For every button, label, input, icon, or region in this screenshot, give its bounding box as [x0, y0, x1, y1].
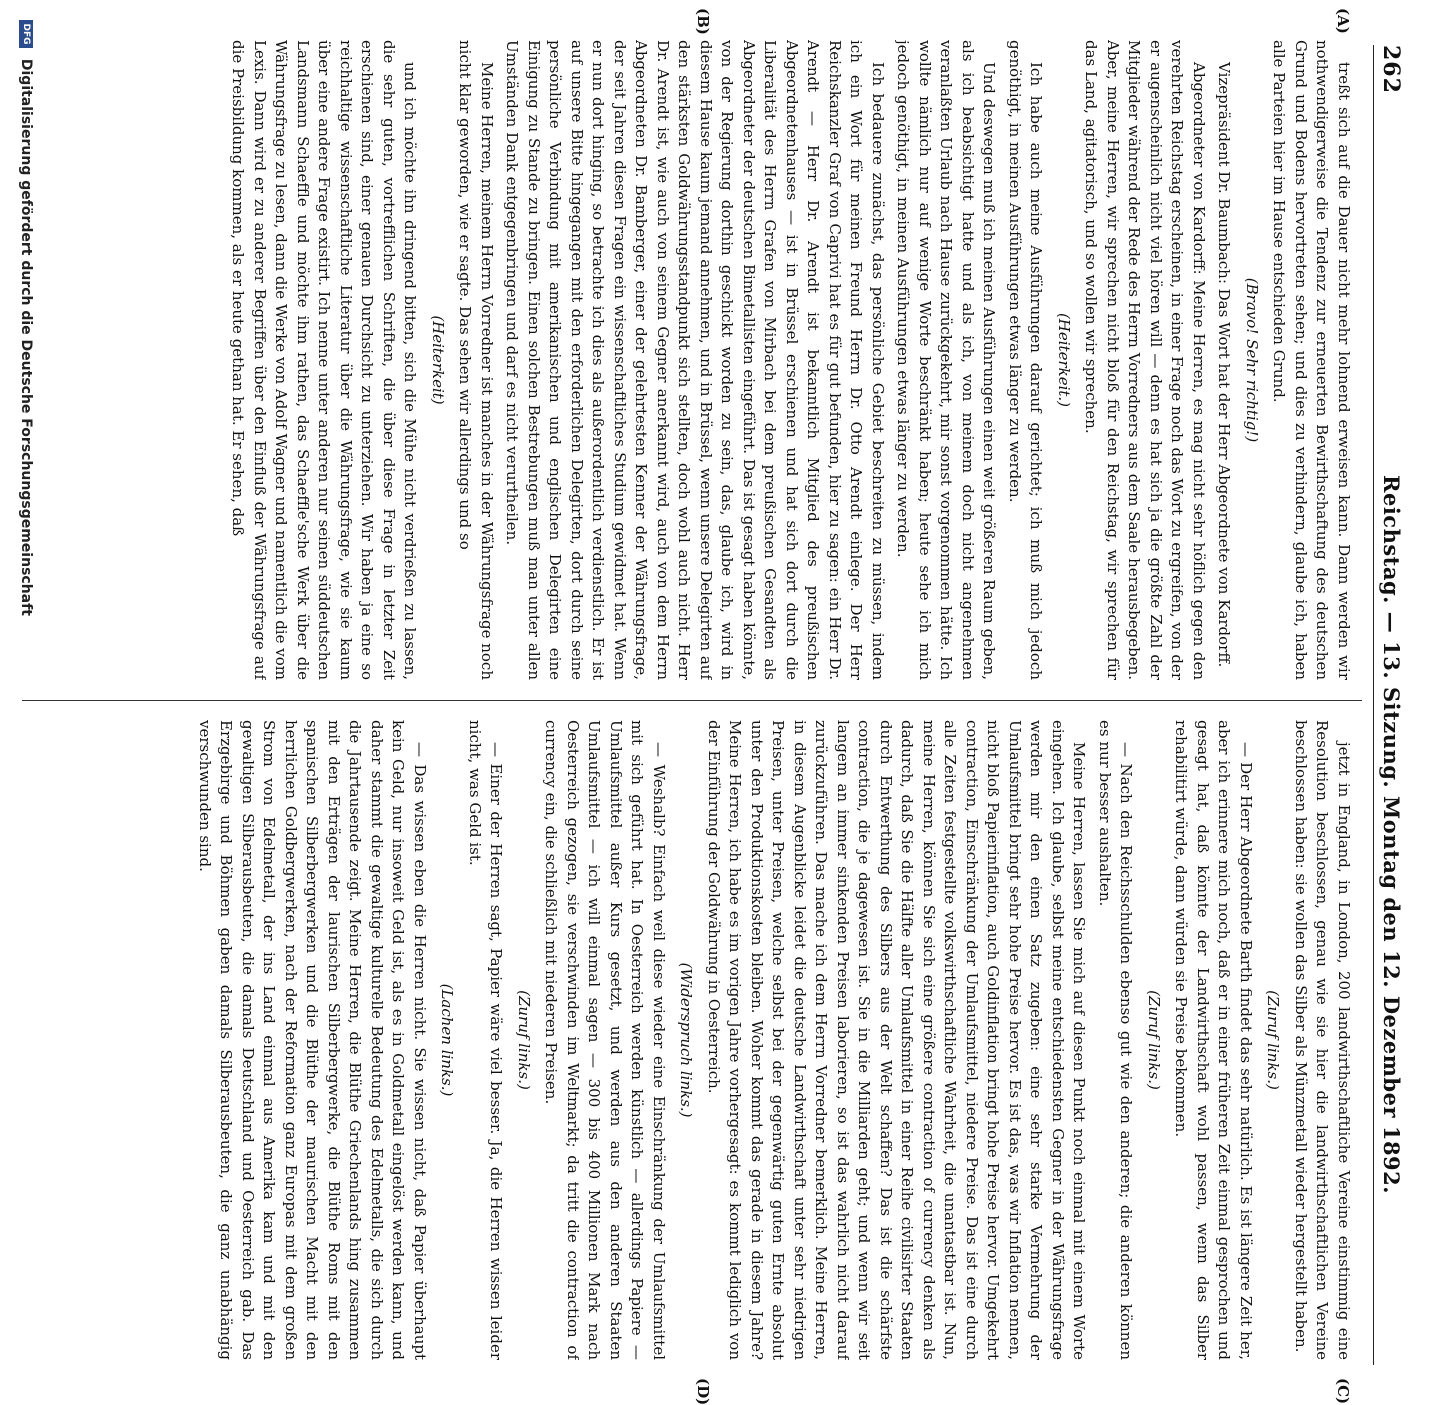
right-text-column [24, 720, 1354, 1360]
digitization-credit [18, 20, 34, 980]
left-text-column [24, 40, 1354, 680]
stage-direction: (Zuruf links.) [1264, 990, 1283, 1090]
body-paragraph: jetzt in England, in London, 200 landwirthschaftliche Vereine einstimmig eine Resolution beschlossen, genau wie sie hier die landwirthschaftlichen Vereine beschlossen haben: sie wollen das Silber als Münzmetall wieder hergestellt haben. [1292, 720, 1353, 1360]
body-paragraph: treßt sich auf die Dauer nicht mehr lohnend erweisen kann. Dann werden wir nothwendigerweise die Tendenz zur erneuerten Bewirthschaftung des deutschen Grund und Bodens hervortreten sehen; und dies zu verhindern, glaube ich, haben alle Parteien hier im Hause entschieden Grund. [1270, 40, 1353, 680]
stage-direction: (Zuruf links.) [515, 990, 533, 1090]
body-paragraph: Meine Herren, meinem Herrn Vorredner ist manches in der Währungsfrage noch nicht klar geworden, wie er sagte. Das sehen wir allerdings und so [456, 40, 496, 680]
speaker-paragraph: Abgeordneter von Kardorff: Meine Herren, es mag nicht sehr höflich gegen den verehrten Reichstag erscheinen, in einer Frage noch das Wort zu ergreifen, von der er augenscheinlich nicht viel hören will — denn es hat sich ja die größte Zahl der Mitglieder während der Rede des Herrn Vorredners aus dem Saale herausbegeben. Aber, meine Herren, wir sprechen nicht bloß für den Reichstag, wir sprechen für das Land, agitatorisch, und so wollen wir sprechen. [1082, 40, 1208, 680]
margin-marker-a: (A) [1334, 8, 1352, 34]
column-divider [22, 700, 1362, 701]
speaker-paragraph: Vizepräsident Dr. Baumbach: Das Wort hat der Herr Abgeordnete von Kardorff. [1215, 62, 1234, 668]
body-paragraph: — Das wissen eben die Herren nicht. Sie wissen nicht, daß Papier überhaupt kein Geld, nur insoweit Geld ist, als es in Goldmetall eingelöst werden kann, und daher stammt die gewaltige kulturelle Bedeutung des Edelmetalls, die sich durch die Jahrtausende zeigt. Meine Herren, die Blüthe Griechenlands hing zusammen mit den Erträgen der laurischen Silberbergwerke, die Blüthe Roms mit den spanischen Silberbergwerken und die Blüthe der maurischen Macht mit den herrlichen Goldbergwerken, nach der Reformation ganz Europas mit dem großen Strom von Edelmetall, der ins Land einmal aus Amerika kam und mit den gewaltigen Silberausbeuten, die damals Deutschland und Oesterreich gab. Das Erzgebirge und Böhmen gaben damals Silberausbeuten, die ganz unabhängig verschwunden sind. [196, 720, 429, 1360]
body-paragraph: und ich möchte ihn dringend bitten, sich die Mühe nicht verdrießen zu lassen, die sehr guten, vortrefflichen Schriften, die über diese Frage in letzter Zeit erschienen sind, einer genauen Durchsicht zu unterziehen. Wir haben ja eine so reichhaltige wissenschaftliche Literatur über die Währungsfrage, wie sie kaum über eine andere Frage existirt. Ich nenne unter anderen nur seinen süddeutschen Landsmann Schaeffle und möchte ihm rathen, das Schaeffle'sche Werk über die Währungsfrage zu lesen, dann die Werke von Adolf Wagner und namentlich die vom Lexis. Dann wird er zu anderer Begriffen über den Einfluß der Währungsfrage auf die Preisbildung kommen, als er heute gethan hat. Er sehen, daß [229, 40, 420, 680]
stage-direction: (Widerspruch links.) [677, 962, 696, 1118]
body-paragraph: Ich habe auch meine Ausführungen darauf gerichtet; ich muß mich jedoch genöthigt, in meinen Ausführungen etwas länger zu werden. [1006, 40, 1046, 680]
dfg-logo: DFG [19, 20, 33, 48]
body-paragraph: — Weshalb? Einfach weil diese wieder eine Einschränkung der Umlaufsmittel mit sich geführt hat. In Oesterreich werden künstlich — allerdings Papiere — Umlaufsmittel außer Kurs gesetzt, und werden aus den anderen Staaten Umlaufsmittel — ich will einmal sagen — 300 bis 400 Millionen Mark nach Oesterreich gezogen, sie verschwinden im Weltmarkt; da tritt die contraction of currency ein, die schließlich mit niederen Preisen. [542, 720, 668, 1360]
digitization-credit-text: Digitalisierung gefördert durch die Deutsche Forschungsgemeinschaft [18, 58, 34, 616]
stage-direction: (Heiterkeit) [429, 315, 447, 405]
body-paragraph: Meine Herren, lassen Sie mich auf diesen Punkt noch einmal mit einem Worte eingehen. Ich glaube, selbst meine entschiedensten Gegner in der Währungsfrage werden mir den einen Satz zugeben: eine sehr starke Vermehrung der Umlaufsmittel bringt sehr hohe Preise hervor. Es ist das, was wir Inflation nennen, nicht bloß Papierinflation, auch Goldinflation bringt hohe Preise hervor. Umgekehrt contraction, Einschränkung der Umlaufsmittel, niedere Preise. Das ist eine durch alle Zeiten festgestellte volkswirthschaftliche Wahrheit, die unantastbar ist. Nun, meine Herren, können Sie sich eine größere contraction of currency denken als dadurch, daß Sie die Hälfte aller Umlaufsmittel in einer Reihe civilisirter Staaten durch Entwerthung des Silbers aus der Welt schaffen? Das ist die schärfste contraction, die je dagewesen ist. Sie in die Milliarden geht; und wenn wir seit langem an immer sinkenden Preisen laborieren, so ist das wahrlich nicht darauf zurückzuführen. Das mache ich dem Herrn Vorredner bemerklich. Meine Herren, in diesem Augenblicke leidet die deutsche Landwirthschaft unter sehr niedrigen Preisen, unter Preisen, welche selbst bei der gegenwärtig guten Ernte absolut unter den Produktionskosten bleiben. Woher kommt das gerade in diesem Jahre? Meine Herren, ich habe es im vorigen Jahre vorhergesagt: es kommt lediglich von der Einführung der Goldwährung in Oesterreich. [705, 720, 1089, 1360]
stage-direction: (Lachen links.) [438, 983, 457, 1097]
margin-marker-b: (B) [694, 8, 712, 35]
page-number: 262 [1378, 45, 1404, 94]
margin-marker-d: (D) [694, 1378, 712, 1405]
header-rule [1373, 45, 1374, 1365]
body-paragraph: Ich bedauere zunächst, das persönliche Gebiet beschreiten zu müssen, indem ich ein Wort für meinen Freund Herrn Dr. Otto Arendt einlege. Der Herr Reichskanzler Graf von Caprivi hat es für gut befunden, hier zu sagen: ein Herr Dr. Arendt — Herr Dr. Arendt ist bekanntlich Mitglied des preußischen Abgeordnetenhauses — ist in Brüssel erschienen und hat sich dort durch die Liberalität des Herrn Grafen von Mirbach bei dem preußischen Gesandten als Abgeordneter der deutschen Bimetallisten eingeführt. Das ist gesagt haben könnte, von der Regierung dorthin geschickt worden zu sein, das, glaube ich, wird in diesem Hause kaum jemand annehmen, und in Brüssel, wenn unsere Delegirten auf den stärksten Goldwährungsstandpunkt sich stellten, doch wohl auch nicht. Herr Dr. Arendt ist, wie auch von seinem Gegner anerkannt wird, auch von dem Herrn Abgeordneten Dr. Bamberger, einer der gelehrtesten Kenner der Währungsfrage, der seit Jahren diesen Fragen ein wissenschaftliches Studium gewidmet hat. Wenn er nun dort hinging, so betrachte ich dies als außerordentlich verdienstlich. Er ist auf unsere Bitte hingegangen mit den erforderlichen Delegirten, dort durch seine persönliche Verbindung mit amerikanischen und englischen Delegirten eine Einigung zu Stande zu bringen. Einen solchen Bestrebungen muß man unter allen Umständen Dank entgegenbringen und darf es nicht verurtheilen. [503, 40, 887, 680]
body-paragraph: — Nach den Reichsschulden ebenso gut wie den anderen; die anderen können es nur besser aushalten. [1096, 720, 1136, 1360]
stage-direction: (Heiterkeit.) [1055, 312, 1073, 408]
page-title: Reichstag. — 13. Sitzung. Montag den 12. Dezember 1892. [1379, 475, 1404, 1195]
stage-direction: (Bravo! Sehr richtig!) [1243, 277, 1261, 443]
stage-direction: (Zuruf links.) [1145, 990, 1163, 1090]
body-paragraph: — Einer der Herren sagt, Papier wäre viel besser. Ja, die Herren wissen leider nicht, was Geld ist. [466, 720, 506, 1360]
body-paragraph: Und deswegen muß ich meinen Ausführungen einen weit größeren Raum geben, als ich beabsichtigt hatte und als ich, von meinem doch nicht angenehmen veranlaßten Urlaub nach Hause zurückgekehrt, mir sonst vorgenommen hätte. Ich wollte nämlich nur auf wenige Worte beschränkt haben; heute sehe ich mich jedoch genöthigt, in meinen Ausführungen etwas länger zu werden. [894, 40, 999, 680]
page-header [1370, 45, 1410, 1365]
body-paragraph: — Der Herr Abgeordnete Barth findet das sehr natürlich. Es ist längere Zeit her, aber ich erinnere mich noch, daß er in einer früheren Zeit einmal gesprochen und gesagt hat, daß könnte der Landwirthschaft wohl passen, wenn das Silber rehabilitirt würde, dann würden sie Preise bekommen. [1172, 720, 1255, 1360]
margin-marker-c: (C) [1334, 1378, 1352, 1405]
